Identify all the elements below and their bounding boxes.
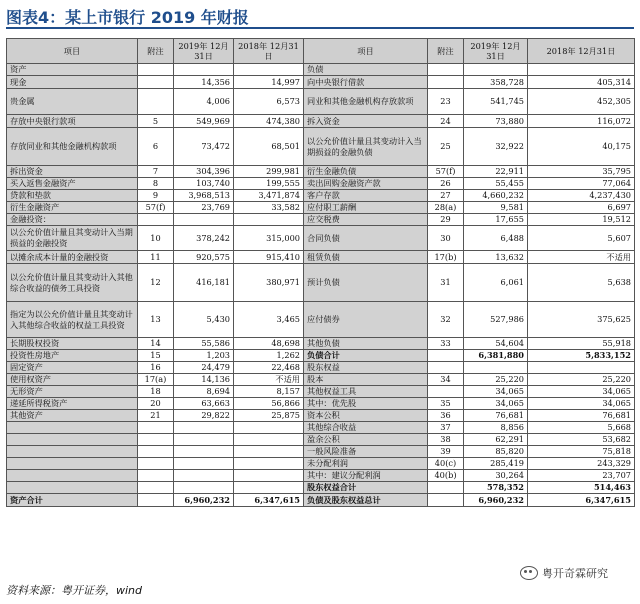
header-2019-right: 2019年 12月31日 [464,39,528,64]
cell-right-2019: 8,856 [464,422,528,434]
cell-left-2019: 920,575 [174,251,234,264]
cell-left-2019: 103,740 [174,178,234,190]
cell-left-2019: 14,136 [174,374,234,386]
cell-left-item: 贵金属 [7,89,138,115]
cell-left-2019: 549,969 [174,115,234,128]
cell-right-item: 衍生金融负债 [304,166,428,178]
cell-left-note: 15 [138,350,174,362]
cell-right-2018: 6,697 [528,202,635,214]
cell-left-2018 [234,470,304,482]
cell-left-2019: 304,396 [174,166,234,178]
cell-left-item: 以公允价值计量且其变动计入其他综合收益的债务工具投资 [7,264,138,302]
cell-left-item [7,458,138,470]
cell-left-2018: 474,380 [234,115,304,128]
cell-right-item: 其中：优先股 [304,398,428,410]
cell-left-2019: 63,663 [174,398,234,410]
cell-left-2019 [174,64,234,76]
cell-right-2018: 19,512 [528,214,635,226]
cell-left-note [138,458,174,470]
table-row [7,76,635,89]
cell-left-2018: 不适用 [234,374,304,386]
cell-left-2018: 25,875 [234,410,304,422]
cell-left-2018 [234,434,304,446]
cell-left-2019: 3,968,513 [174,190,234,202]
cell-right-2019: 358,728 [464,76,528,89]
cell-left-note [138,64,174,76]
header-note-right: 附注 [428,39,464,64]
cell-left-2018: 315,000 [234,226,304,251]
watermark [520,565,608,581]
cell-right-2019: 30,264 [464,470,528,482]
cell-right-2018: 452,305 [528,89,635,115]
cell-right-note: 35 [428,398,464,410]
cell-left-item: 以摊余成本计量的金融投资 [7,251,138,264]
cell-right-item: 客户存款 [304,190,428,202]
cell-right-note: 30 [428,226,464,251]
header-note-left: 附注 [138,39,174,64]
cell-left-note: 12 [138,264,174,302]
cell-right-item: 其他权益工具 [304,386,428,398]
cell-right-2018: 5,833,152 [528,350,635,362]
cell-left-2019 [174,434,234,446]
table-row [7,350,635,362]
cell-left-2019: 24,479 [174,362,234,374]
cell-right-2019: 73,880 [464,115,528,128]
cell-left-note: 18 [138,386,174,398]
cell-left-2019 [174,446,234,458]
cell-right-2018: 34,065 [528,398,635,410]
cell-right-2018: 375,625 [528,302,635,338]
table-row [7,338,635,350]
table-row [7,202,635,214]
cell-right-2018: 34,065 [528,386,635,398]
title-divider [6,27,634,29]
cell-left-2018: 6,573 [234,89,304,115]
cell-right-note [428,362,464,374]
cell-right-2019: 55,455 [464,178,528,190]
header-2019-left: 2019年 12月31日 [174,39,234,64]
cell-left-2019: 1,203 [174,350,234,362]
cell-left-2018: 3,471,874 [234,190,304,202]
cell-left-2019: 378,242 [174,226,234,251]
cell-left-item: 资产合计 [7,494,138,507]
cell-right-item: 向中央银行借款 [304,76,428,89]
cell-right-2019: 22,911 [464,166,528,178]
cell-right-note: 34 [428,374,464,386]
table-row [7,166,635,178]
cell-left-note [138,76,174,89]
cell-right-2018: 25,220 [528,374,635,386]
cell-left-item: 长期股权投资 [7,338,138,350]
cell-left-note [138,446,174,458]
table-row [7,494,635,507]
cell-left-note: 57(f) [138,202,174,214]
cell-right-item: 其中：建议分配利润 [304,470,428,482]
cell-left-item: 资产 [7,64,138,76]
cell-left-note: 17(a) [138,374,174,386]
cell-right-2019: 578,352 [464,482,528,494]
cell-right-note [428,76,464,89]
cell-right-item: 一般风险准备 [304,446,428,458]
cell-left-2019 [174,482,234,494]
cell-right-note [428,494,464,507]
cell-right-2018: 5,607 [528,226,635,251]
cell-right-2019: 527,986 [464,302,528,338]
cell-left-2018 [234,446,304,458]
cell-right-note: 26 [428,178,464,190]
cell-right-2018: 514,463 [528,482,635,494]
cell-left-2018: 3,465 [234,302,304,338]
cell-left-item: 以公允价值计量且其变动计入当期损益的金融投资 [7,226,138,251]
cell-left-2019 [174,458,234,470]
cell-left-item: 买入返售金融资产 [7,178,138,190]
cell-right-item: 股东权益合计 [304,482,428,494]
cell-left-item: 固定资产 [7,362,138,374]
cell-right-item: 合同负债 [304,226,428,251]
cell-right-note [428,64,464,76]
table-header-row [7,39,635,64]
cell-right-2019: 76,681 [464,410,528,422]
cell-left-2019: 4,006 [174,89,234,115]
cell-left-2018 [234,458,304,470]
cell-right-note: 24 [428,115,464,128]
cell-left-note: 5 [138,115,174,128]
cell-left-item: 现金 [7,76,138,89]
cell-right-note: 29 [428,214,464,226]
table-row [7,64,635,76]
cell-left-2018 [234,422,304,434]
cell-right-2019 [464,64,528,76]
cell-right-item: 预计负债 [304,264,428,302]
cell-right-note: 33 [428,338,464,350]
cell-right-2018: 5,638 [528,264,635,302]
cell-left-item: 衍生金融资产 [7,202,138,214]
cell-right-note: 40(c) [428,458,464,470]
cell-left-item: 金融投资： [7,214,138,226]
cell-left-2019: 73,472 [174,128,234,166]
cell-right-item: 以公允价值计量且其变动计入当期损益的金融负债 [304,128,428,166]
cell-right-2018: 4,237,430 [528,190,635,202]
cell-right-item: 负债 [304,64,428,76]
cell-right-2019: 6,960,232 [464,494,528,507]
cell-right-item: 应交税费 [304,214,428,226]
cell-left-2018: 6,347,615 [234,494,304,507]
cell-left-2018: 1,262 [234,350,304,362]
cell-right-item: 资本公积 [304,410,428,422]
cell-right-note: 57(f) [428,166,464,178]
cell-right-2018: 116,072 [528,115,635,128]
cell-left-item: 其他资产 [7,410,138,422]
cell-left-item: 存放中央银行款项 [7,115,138,128]
cell-right-2019: 34,065 [464,386,528,398]
cell-right-2018: 243,329 [528,458,635,470]
cell-left-2019: 5,430 [174,302,234,338]
cell-left-2018 [234,64,304,76]
table-row [7,115,635,128]
cell-left-2019: 416,181 [174,264,234,302]
cell-right-note: 37 [428,422,464,434]
cell-right-2018: 405,314 [528,76,635,89]
cell-right-2018 [528,362,635,374]
table-row [7,470,635,482]
cell-right-item: 其他综合收益 [304,422,428,434]
balance-sheet-table [6,38,634,507]
cell-left-2019 [174,422,234,434]
cell-right-2019: 6,488 [464,226,528,251]
cell-left-note [138,470,174,482]
cell-left-2018: 380,971 [234,264,304,302]
cell-left-2018: 8,157 [234,386,304,398]
cell-right-2019: 285,419 [464,458,528,470]
cell-left-2018: 56,866 [234,398,304,410]
header-2018-right: 2018年 12月31日 [528,39,635,64]
cell-right-2018: 55,918 [528,338,635,350]
table-row [7,178,635,190]
cell-right-2018: 77,064 [528,178,635,190]
cell-left-item [7,446,138,458]
cell-right-2018: 40,175 [528,128,635,166]
table-row [7,362,635,374]
table-row [7,251,635,264]
cell-right-note: 31 [428,264,464,302]
cell-left-note: 9 [138,190,174,202]
cell-right-note: 38 [428,434,464,446]
cell-right-note: 39 [428,446,464,458]
cell-right-2019: 25,220 [464,374,528,386]
table-row [7,214,635,226]
cell-left-note: 13 [138,302,174,338]
cell-left-2018: 199,555 [234,178,304,190]
cell-right-note: 23 [428,89,464,115]
cell-left-note: 8 [138,178,174,190]
cell-left-item [7,470,138,482]
cell-right-2019: 32,922 [464,128,528,166]
cell-left-note [138,482,174,494]
cell-right-2018: 不适用 [528,251,635,264]
table-row [7,302,635,338]
table-row [7,398,635,410]
cell-left-note [138,422,174,434]
cell-right-note: 27 [428,190,464,202]
cell-right-2019: 13,632 [464,251,528,264]
title-bar [0,0,640,28]
cell-right-2019: 17,655 [464,214,528,226]
cell-left-item [7,422,138,434]
cell-right-2019: 541,745 [464,89,528,115]
cell-left-note: 11 [138,251,174,264]
header-item-left: 项目 [7,39,138,64]
cell-right-2018: 76,681 [528,410,635,422]
cell-right-2019: 34,065 [464,398,528,410]
cell-left-2018 [234,482,304,494]
cell-right-2018: 6,347,615 [528,494,635,507]
table-row [7,434,635,446]
table-row [7,446,635,458]
cell-right-item: 未分配利润 [304,458,428,470]
watermark-text: 粤开奇霖研究 [542,567,608,580]
cell-right-2019: 54,604 [464,338,528,350]
cell-right-item: 股本 [304,374,428,386]
cell-right-item: 拆入资金 [304,115,428,128]
cell-left-note [138,214,174,226]
cell-left-2018: 33,582 [234,202,304,214]
wechat-icon [520,566,538,580]
cell-right-2018: 35,795 [528,166,635,178]
cell-left-note: 16 [138,362,174,374]
cell-left-2018: 14,997 [234,76,304,89]
cell-right-2018 [528,64,635,76]
table-row [7,264,635,302]
cell-right-item: 负债及股东权益总计 [304,494,428,507]
cell-right-note: 17(b) [428,251,464,264]
cell-left-item: 存放同业和其他金融机构款项 [7,128,138,166]
cell-right-note: 32 [428,302,464,338]
cell-left-item: 递延所得税资产 [7,398,138,410]
cell-right-note [428,350,464,362]
cell-left-2019 [174,214,234,226]
cell-right-item: 同业和其他金融机构存放款项 [304,89,428,115]
cell-right-item: 卖出回购金融资产款 [304,178,428,190]
cell-left-note [138,494,174,507]
cell-left-item: 拆出资金 [7,166,138,178]
cell-right-item: 盈余公积 [304,434,428,446]
cell-left-2018: 299,981 [234,166,304,178]
cell-right-2019: 6,061 [464,264,528,302]
cell-right-2019: 4,660,232 [464,190,528,202]
cell-right-note: 25 [428,128,464,166]
cell-right-2019: 85,820 [464,446,528,458]
table-row [7,410,635,422]
cell-left-item [7,482,138,494]
cell-left-2019: 55,586 [174,338,234,350]
cell-left-note [138,434,174,446]
table-row [7,482,635,494]
cell-left-2019: 23,769 [174,202,234,214]
cell-left-2019 [174,470,234,482]
cell-left-note: 6 [138,128,174,166]
cell-left-note: 21 [138,410,174,422]
cell-right-item: 应付职工薪酬 [304,202,428,214]
header-item-right: 项目 [304,39,428,64]
cell-left-note [138,89,174,115]
cell-right-note [428,386,464,398]
cell-right-2019: 9,581 [464,202,528,214]
cell-left-2019: 29,822 [174,410,234,422]
cell-left-item: 无形资产 [7,386,138,398]
table-row [7,89,635,115]
header-2018-left: 2018年 12月31日 [234,39,304,64]
cell-right-2018: 75,818 [528,446,635,458]
cell-right-item: 应付债券 [304,302,428,338]
cell-right-2018: 53,682 [528,434,635,446]
cell-right-2018: 23,707 [528,470,635,482]
cell-right-note [428,482,464,494]
table-row [7,374,635,386]
cell-right-note: 28(a) [428,202,464,214]
cell-right-item: 负债合计 [304,350,428,362]
cell-right-note: 40(b) [428,470,464,482]
cell-right-2019: 6,381,880 [464,350,528,362]
cell-left-item: 投资性房地产 [7,350,138,362]
cell-left-item: 指定为以公允价值计量且其变动计入其他综合收益的权益工具投资 [7,302,138,338]
table-row [7,386,635,398]
cell-left-2018: 48,698 [234,338,304,350]
table-row [7,458,635,470]
cell-right-2019 [464,362,528,374]
cell-right-item: 其他负债 [304,338,428,350]
cell-right-item: 租赁负债 [304,251,428,264]
cell-left-note: 20 [138,398,174,410]
table-row [7,190,635,202]
cell-left-2018: 68,501 [234,128,304,166]
cell-left-2019: 14,356 [174,76,234,89]
cell-left-2019: 8,694 [174,386,234,398]
table-row [7,128,635,166]
cell-left-note: 14 [138,338,174,350]
cell-left-2018: 22,468 [234,362,304,374]
cell-left-item: 贷款和垫款 [7,190,138,202]
cell-left-item [7,434,138,446]
cell-left-note: 7 [138,166,174,178]
cell-left-2019: 6,960,232 [174,494,234,507]
cell-right-item: 股东权益 [304,362,428,374]
cell-right-2018: 5,668 [528,422,635,434]
page-title: 图表4：某上市银行 2019 年财报 [6,8,249,27]
cell-right-note: 36 [428,410,464,422]
cell-left-note: 10 [138,226,174,251]
cell-left-2018: 915,410 [234,251,304,264]
table-row [7,226,635,251]
cell-right-2019: 62,291 [464,434,528,446]
source-note: 资料来源：粤开证券，wind [6,584,143,597]
cell-left-item: 使用权资产 [7,374,138,386]
cell-left-2018 [234,214,304,226]
table-row [7,422,635,434]
